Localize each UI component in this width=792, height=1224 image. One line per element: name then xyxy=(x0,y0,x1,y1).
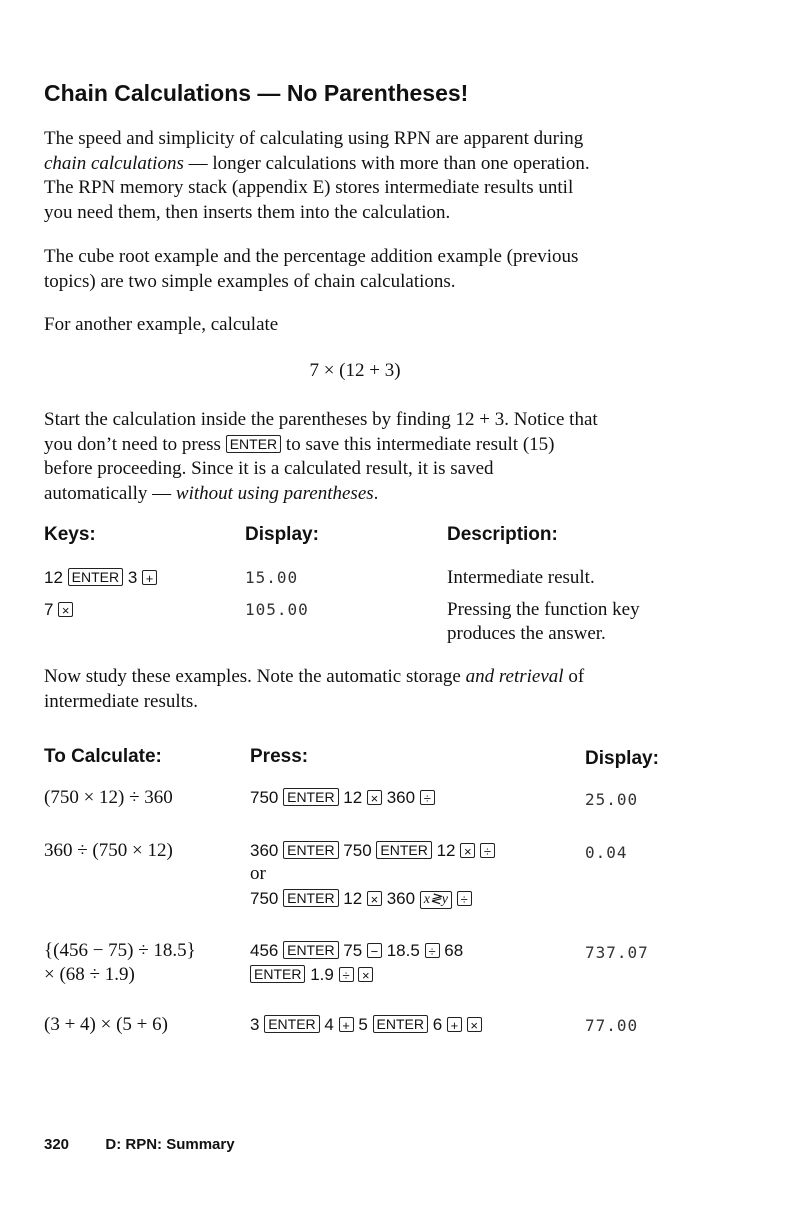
para1-line2-rest: — longer calculations with more than one operation. xyxy=(183,152,590,174)
para4-line2 xyxy=(44,433,684,458)
display-row3: 737.07 xyxy=(585,943,649,962)
number: 360 xyxy=(386,889,416,908)
number: 4 xyxy=(324,1015,334,1034)
section-heading: Chain Calculations — No Parentheses! xyxy=(44,80,469,106)
calc-row3-line2: × (68 ÷ 1.9) xyxy=(44,964,135,985)
para4-line3: before proceeding. Since it is a calculated result, it is saved xyxy=(44,458,494,479)
header-keys: Keys: xyxy=(44,524,96,545)
swap-xy-key-icon: x≷y xyxy=(420,891,452,909)
number: 3 xyxy=(250,1015,260,1034)
para1-line1: The speed and simplicity of calculating using RPN are apparent during xyxy=(44,128,584,149)
display-row4: 77.00 xyxy=(585,1016,639,1035)
number: 1.9 xyxy=(310,965,334,984)
number: 750 xyxy=(250,889,279,908)
para4-line2-a: you don’t need to press xyxy=(44,433,226,455)
divide-key-icon: ÷ xyxy=(425,943,440,958)
divide-key-icon: ÷ xyxy=(480,843,495,858)
number: 5 xyxy=(358,1015,368,1034)
calc-row1: (750 × 12) ÷ 360 xyxy=(44,787,173,808)
header-press: Press: xyxy=(250,746,309,767)
calc-row3 xyxy=(44,939,196,987)
section-name: D: RPN: Summary xyxy=(105,1136,235,1153)
times-key-icon: × xyxy=(467,1017,482,1032)
calc-row2: 360 ÷ (750 × 12) xyxy=(44,840,173,861)
para1-line2 xyxy=(44,152,684,177)
enter-key-icon: ENTER xyxy=(250,965,305,983)
times-key-icon: × xyxy=(460,843,475,858)
para4-line4 xyxy=(44,482,684,507)
number: 360 xyxy=(386,788,416,807)
enter-key-icon: ENTER xyxy=(68,568,123,586)
display-row1: 25.00 xyxy=(585,790,639,809)
para4-line1: Start the calculation inside the parentheses by finding 12 + 3. Notice that xyxy=(44,409,598,430)
press-row2 xyxy=(250,839,495,863)
header-description: Description: xyxy=(447,524,558,545)
enter-key-icon: ENTER xyxy=(283,941,338,959)
paragraph-chain-intro xyxy=(44,127,684,225)
para3-line1: For another example, calculate xyxy=(44,314,279,335)
calc-row3-line1: {(456 − 75) ÷ 18.5} xyxy=(44,940,196,961)
display-row2: 0.04 xyxy=(585,843,628,862)
term-without-parentheses: without using parentheses xyxy=(175,482,374,504)
page-number: 320 xyxy=(44,1136,70,1153)
number: 12 xyxy=(343,788,363,807)
para4-line4-a: automatically — xyxy=(44,482,176,504)
number: 12 xyxy=(436,841,456,860)
plus-key-icon: + xyxy=(339,1017,354,1032)
table1-row2-display: 105.00 xyxy=(245,600,309,619)
or-label: or xyxy=(250,863,266,884)
enter-key-icon: ENTER xyxy=(283,841,338,859)
para1-line4: you need them, then inserts them into the calculation. xyxy=(44,201,451,223)
para4-line2-b: to save this intermediate result (15) xyxy=(281,433,555,455)
press-row4 xyxy=(250,1013,482,1037)
enter-key-icon: ENTER xyxy=(283,788,338,806)
header-display: Display: xyxy=(245,524,319,545)
number: 75 xyxy=(343,941,363,960)
para1-line3: The RPN memory stack (appendix E) stores intermediate results until xyxy=(44,177,574,198)
press-row3-line1 xyxy=(250,939,463,963)
plus-key-icon: + xyxy=(447,1017,462,1032)
table1-row1-description: Intermediate result. xyxy=(447,567,595,588)
times-key-icon: × xyxy=(367,790,382,805)
para5-line2: intermediate results. xyxy=(44,690,199,712)
table1-row1-display: 15.00 xyxy=(245,568,299,587)
para5-line1 xyxy=(44,665,684,690)
number: 18.5 xyxy=(386,941,420,960)
term-chain-calculations: chain calculations xyxy=(44,152,184,174)
number: 7 xyxy=(44,600,54,619)
times-key-icon: × xyxy=(358,967,373,982)
plus-key-icon: + xyxy=(142,570,157,585)
press-row3-line2 xyxy=(250,963,463,987)
number: 456 xyxy=(250,941,279,960)
divide-key-icon: ÷ xyxy=(339,967,354,982)
divide-key-icon: ÷ xyxy=(420,790,435,805)
press-row1 xyxy=(250,786,435,810)
number: 6 xyxy=(432,1015,443,1034)
paragraph-study-examples xyxy=(44,665,684,714)
press-row2-alt xyxy=(250,887,472,911)
number: 360 xyxy=(250,841,279,860)
number: 68 xyxy=(444,941,464,960)
term-and-retrieval: and retrieval xyxy=(465,666,564,687)
header-to-calculate: To Calculate: xyxy=(44,746,162,767)
enter-key-icon: ENTER xyxy=(376,841,431,859)
press-row3 xyxy=(250,939,463,987)
divide-key-icon: ÷ xyxy=(457,891,472,906)
page-footer xyxy=(44,1136,235,1153)
table1-row1-keys xyxy=(44,566,157,590)
table1-row2-description xyxy=(447,598,640,646)
para2-line1: The cube root example and the percentage addition example (previous xyxy=(44,246,579,267)
header-display-2: Display: xyxy=(585,748,659,769)
para2-line2: topics) are two simple examples of chain calculations. xyxy=(44,270,456,292)
calc-row4: (3 + 4) × (5 + 6) xyxy=(44,1014,168,1035)
number: 750 xyxy=(343,841,372,860)
enter-key-icon: ENTER xyxy=(226,435,281,453)
number: 12 xyxy=(44,568,63,587)
number: 3 xyxy=(127,568,138,587)
times-key-icon: × xyxy=(367,891,382,906)
minus-key-icon: − xyxy=(367,943,382,958)
paragraph-examples xyxy=(44,245,684,294)
para5-line1-b: of xyxy=(563,666,585,687)
enter-key-icon: ENTER xyxy=(283,889,338,907)
paragraph-another-example xyxy=(44,313,684,338)
para5-line1-a: Now study these examples. Note the automatic storage xyxy=(44,666,466,687)
enter-key-icon: ENTER xyxy=(264,1015,319,1033)
times-key-icon: × xyxy=(58,602,73,617)
number: 750 xyxy=(250,788,279,807)
number: 12 xyxy=(343,889,363,908)
table1-row2-keys xyxy=(44,598,73,622)
description-line1: Pressing the function key xyxy=(447,599,640,620)
para4-line4-b: . xyxy=(373,482,379,504)
enter-key-icon: ENTER xyxy=(373,1015,428,1033)
equation: 7 × (12 + 3) xyxy=(309,360,401,381)
description-line2: produces the answer. xyxy=(447,623,606,644)
paragraph-start-calculation xyxy=(44,408,684,506)
